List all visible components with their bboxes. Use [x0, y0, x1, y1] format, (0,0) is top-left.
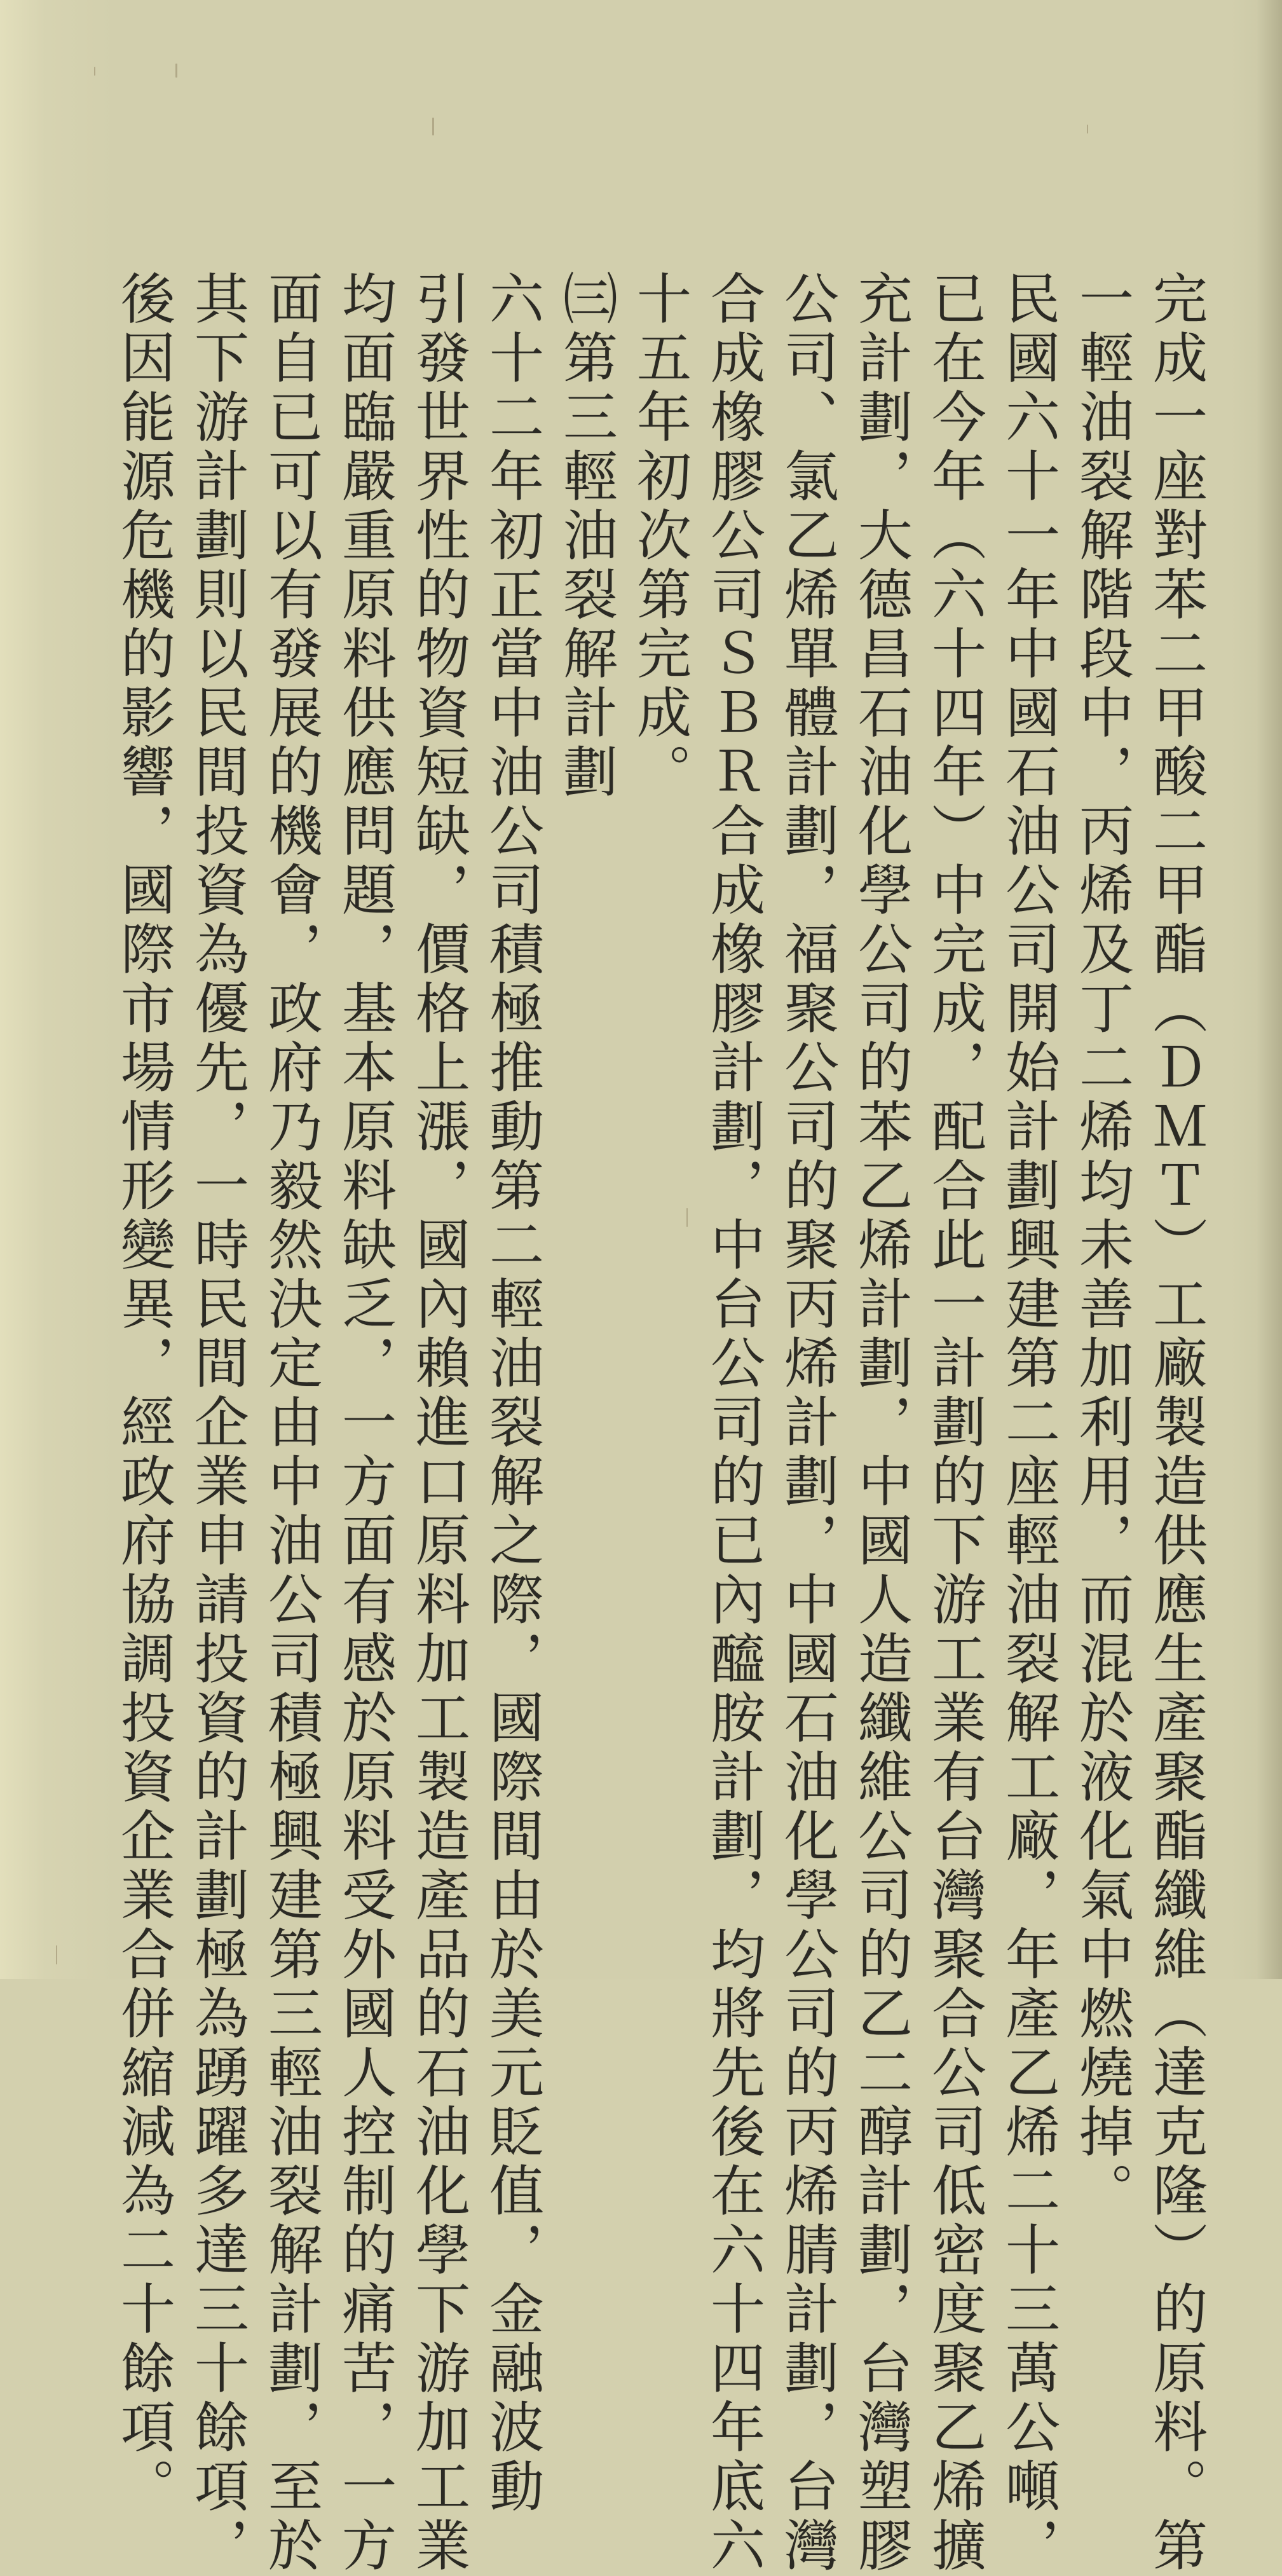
text-column-6: 公司、氯乙烯單體計劃，福聚公司的聚丙烯計劃，中國石油化學公司的丙烯腈計劃，台灣	[775, 270, 838, 2576]
text-column-7: 合成橡膠公司ＳＢＲ合成橡膠計劃，中台公司的已內醯胺計劃，均將先後在六十四年底六	[701, 270, 765, 2576]
text-column-14: 其下游計劃則以民間投資為優先，一時民間企業申請投資的計劃極為踴躍多達三十餘項，	[185, 270, 249, 2576]
text-column-15: 後因能源危機的影響，國際市場情形變異，經政府協調投資企業合併縮減為二十餘項。	[111, 270, 175, 2517]
text-column-12: 均面臨嚴重原料供應問題，基本原料缺乏，一方面有感於原料受外國人控制的痛苦，一方	[332, 270, 396, 2576]
vertical-text-body	[106, 270, 1212, 2576]
text-column-10: 六十二年初正當中油公司積極推動第二輕油裂解之際，國際間由於美元貶值，金融波動	[480, 270, 543, 2517]
paper-fleck	[94, 67, 95, 76]
text-column-3: 民國六十一年中國石油公司開始計劃興建第二座輕油裂解工廠，年產乙烯二十三萬公噸，	[996, 270, 1060, 2576]
text-column-1: 完成一座對苯二甲酸二甲酯（ＤＭＴ）工廠製造供應生產聚酯纖維（達克隆）的原料。第	[1143, 270, 1207, 2576]
paper-fleck	[432, 118, 434, 135]
text-column-11: 引發世界性的物資短缺，價格上漲，國內賴進口原料加工製造產品的石油化學下游加工業	[406, 270, 470, 2576]
text-column-2: 一輕油裂解階段中，丙烯及丁二烯均未善加利用，而混於液化氣中燃燒掉。	[1070, 270, 1133, 2221]
section-heading: ㈢第三輕油裂解計劃	[554, 270, 617, 802]
paper-fleck	[1087, 125, 1088, 134]
paper-fleck	[56, 1945, 57, 1964]
paper-fleck	[175, 64, 177, 78]
text-column-5: 充計劃，大德昌石油化學公司的苯乙烯計劃，中國人造纖維公司的乙二醇計劃，台灣塑膠	[849, 270, 912, 2576]
text-column-13: 面自已可以有發展的機會，政府乃毅然決定由中油公司積極興建第三輕油裂解計劃，至於	[259, 270, 322, 2576]
text-column-4: 已在今年（六十四年）中完成，配合此一計劃的下游工業有台灣聚合公司低密度聚乙烯擴	[922, 270, 986, 2576]
text-column-8: 十五年初次第完成。	[627, 270, 691, 802]
